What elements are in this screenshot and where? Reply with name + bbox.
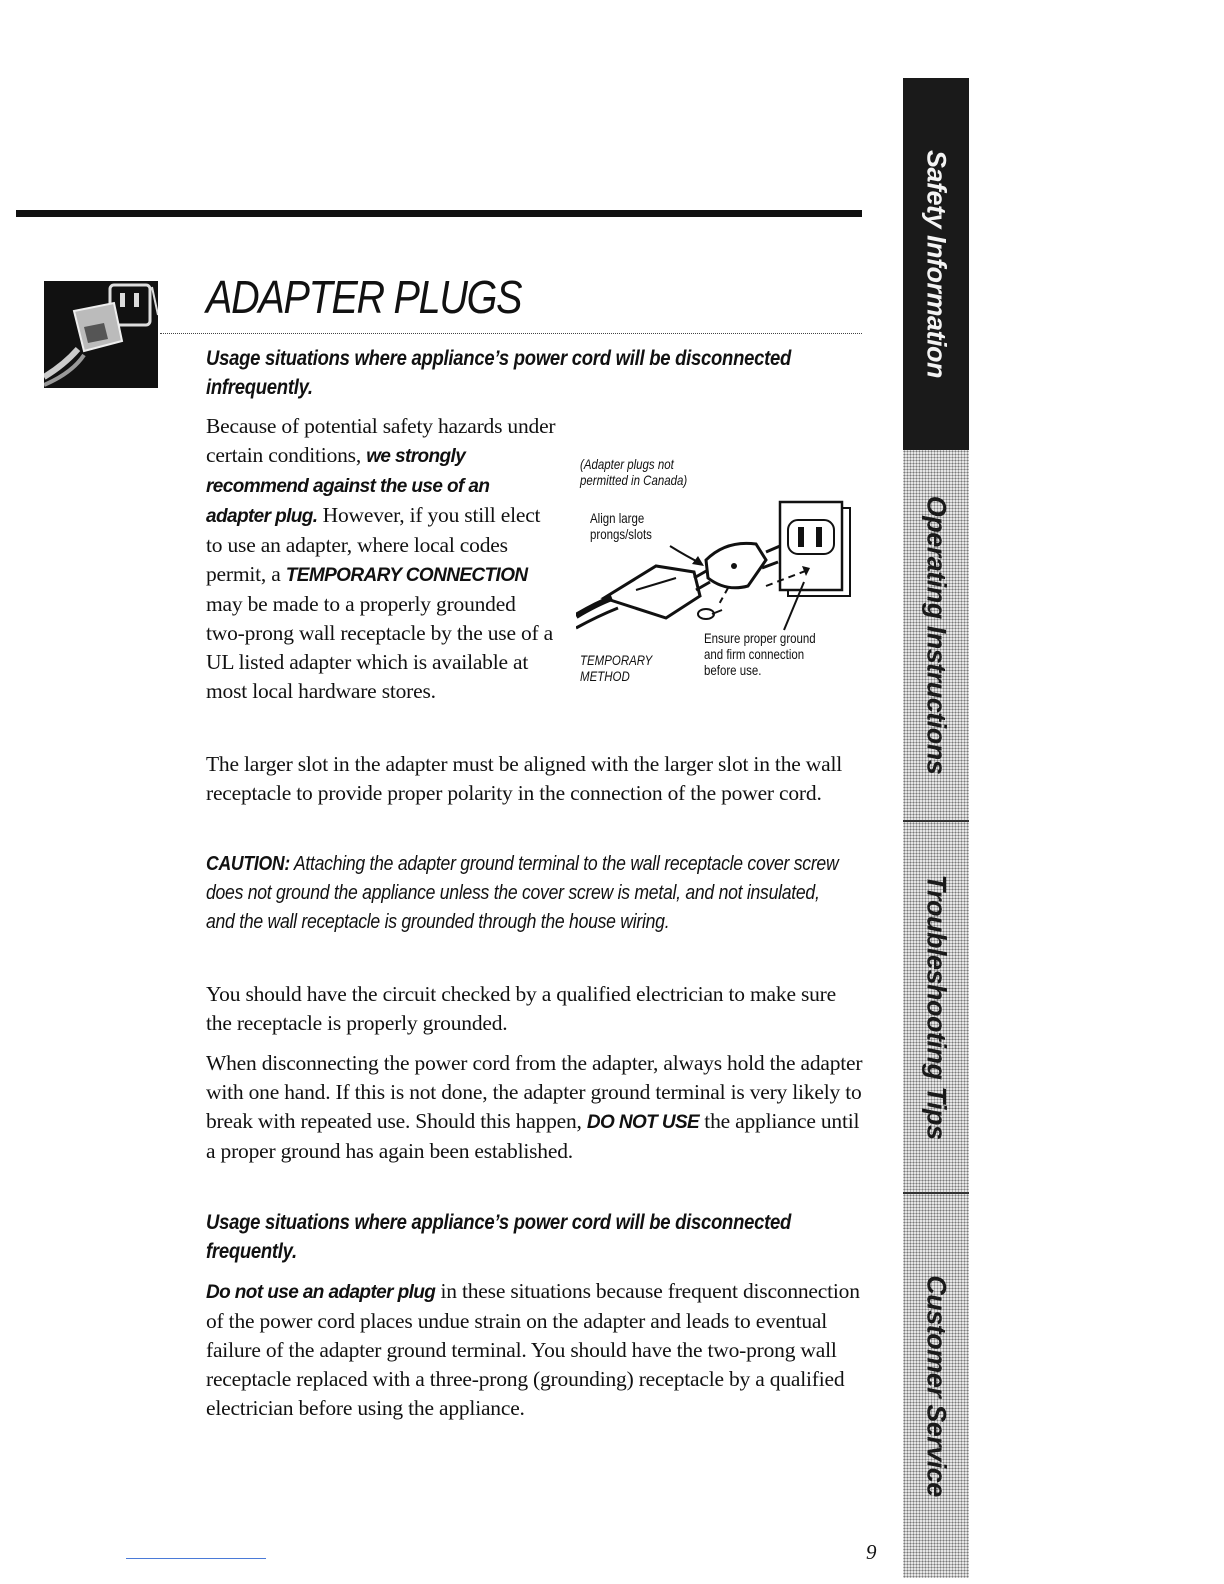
tab-troubleshooting-tips[interactable] xyxy=(903,822,969,1192)
intro-text-3: may be made to a properly grounded two-prong wall receptacle by the use of a UL listed adapter which is available at most local hardware stores. xyxy=(206,592,554,703)
frequent-paragraph xyxy=(206,1277,866,1423)
figure-align-line-1: Align large xyxy=(590,510,645,526)
figure-note-line-1: (Adapter plugs not xyxy=(580,456,674,472)
intro-paragraph xyxy=(206,412,556,706)
adapter-plug-icon xyxy=(44,281,158,388)
subhead-infrequent: Usage situations where appliance’s power cord will be disconnected infrequently. xyxy=(206,347,792,399)
figure-ground-line-2: and firm connection xyxy=(704,646,805,662)
disconnect-paragraph xyxy=(206,1049,866,1166)
tab-label: Operating Instructions xyxy=(921,495,952,775)
figure-method-line-1: TEMPORARY xyxy=(580,652,653,668)
tab-safety-information[interactable] xyxy=(903,78,969,450)
subhead-frequent: Usage situations where appliance’s power cord will be disconnected frequently. xyxy=(206,1211,792,1263)
tab-operating-instructions[interactable] xyxy=(903,450,969,820)
figure-align-line-2: prongs/slots xyxy=(590,526,652,542)
intro-emphasis-recommend: we strongly recommend against the use of an adapter plug. xyxy=(206,446,490,527)
page-title: ADAPTER PLUGS xyxy=(206,271,522,323)
page-number: 9 xyxy=(866,1540,877,1564)
figure-ground-line-1: Ensure proper ground xyxy=(704,630,816,646)
tab-label: Customer Service xyxy=(921,1275,952,1497)
intro-text-1: Because of potential safety hazards under certain conditions, xyxy=(206,414,556,467)
caution-paragraph xyxy=(206,850,840,937)
frequent-text: in these situations because frequent disconnection of the power cord places undue strain on the adapter and leads to eventual failure of the adapter ground terminal. You should have the two-prong wall receptacle replaced with a three-prong (grounding) receptacle by a qualified electrician before using the appliance. xyxy=(206,1279,860,1420)
disconnect-text-2: the appliance until a proper ground has again been established. xyxy=(206,1109,860,1163)
caution-label: CAUTION: xyxy=(206,853,290,875)
title-rule xyxy=(160,333,862,334)
slot-paragraph: The larger slot in the adapter must be aligned with the larger slot in the wall receptacle to provide proper polarity in the connection of the power cord. xyxy=(206,752,842,805)
figure-ground-line-3: before use. xyxy=(704,662,762,678)
tab-label: Safety Information xyxy=(921,149,952,379)
top-rule xyxy=(16,210,862,217)
caution-text: Attaching the adapter ground terminal to the wall receptacle cover screw does not ground the appliance unless the cover screw is metal, and not insulated, and the wall receptacle is grounded through the house wiring. xyxy=(206,853,839,933)
footer-line xyxy=(126,1558,266,1559)
adapter-figure xyxy=(576,448,866,698)
figure-note-line-2: permitted in Canada) xyxy=(580,472,688,488)
section-tabs xyxy=(903,78,969,1578)
disconnect-emphasis: DO NOT USE xyxy=(586,1112,700,1133)
intro-text-2: However, if you still elect to use an adapter, where local codes permit, a xyxy=(206,503,541,586)
tab-customer-service[interactable] xyxy=(903,1194,969,1578)
disconnect-text-1: When disconnecting the power cord from the adapter, always hold the adapter with one hand. If this is not done, the adapter ground terminal is very likely to break with repeated use. Should this happen, xyxy=(206,1051,863,1133)
circuit-paragraph: You should have the circuit checked by a qualified electrician to make sure the receptacle is properly grounded. xyxy=(206,982,836,1035)
figure-method-line-2: METHOD xyxy=(580,668,630,684)
intro-emphasis-temporary: TEMPORARY CONNECTION xyxy=(285,565,528,586)
tab-label: Troubleshooting Tips xyxy=(921,874,952,1140)
frequent-emphasis: Do not use an adapter plug xyxy=(206,1282,436,1303)
